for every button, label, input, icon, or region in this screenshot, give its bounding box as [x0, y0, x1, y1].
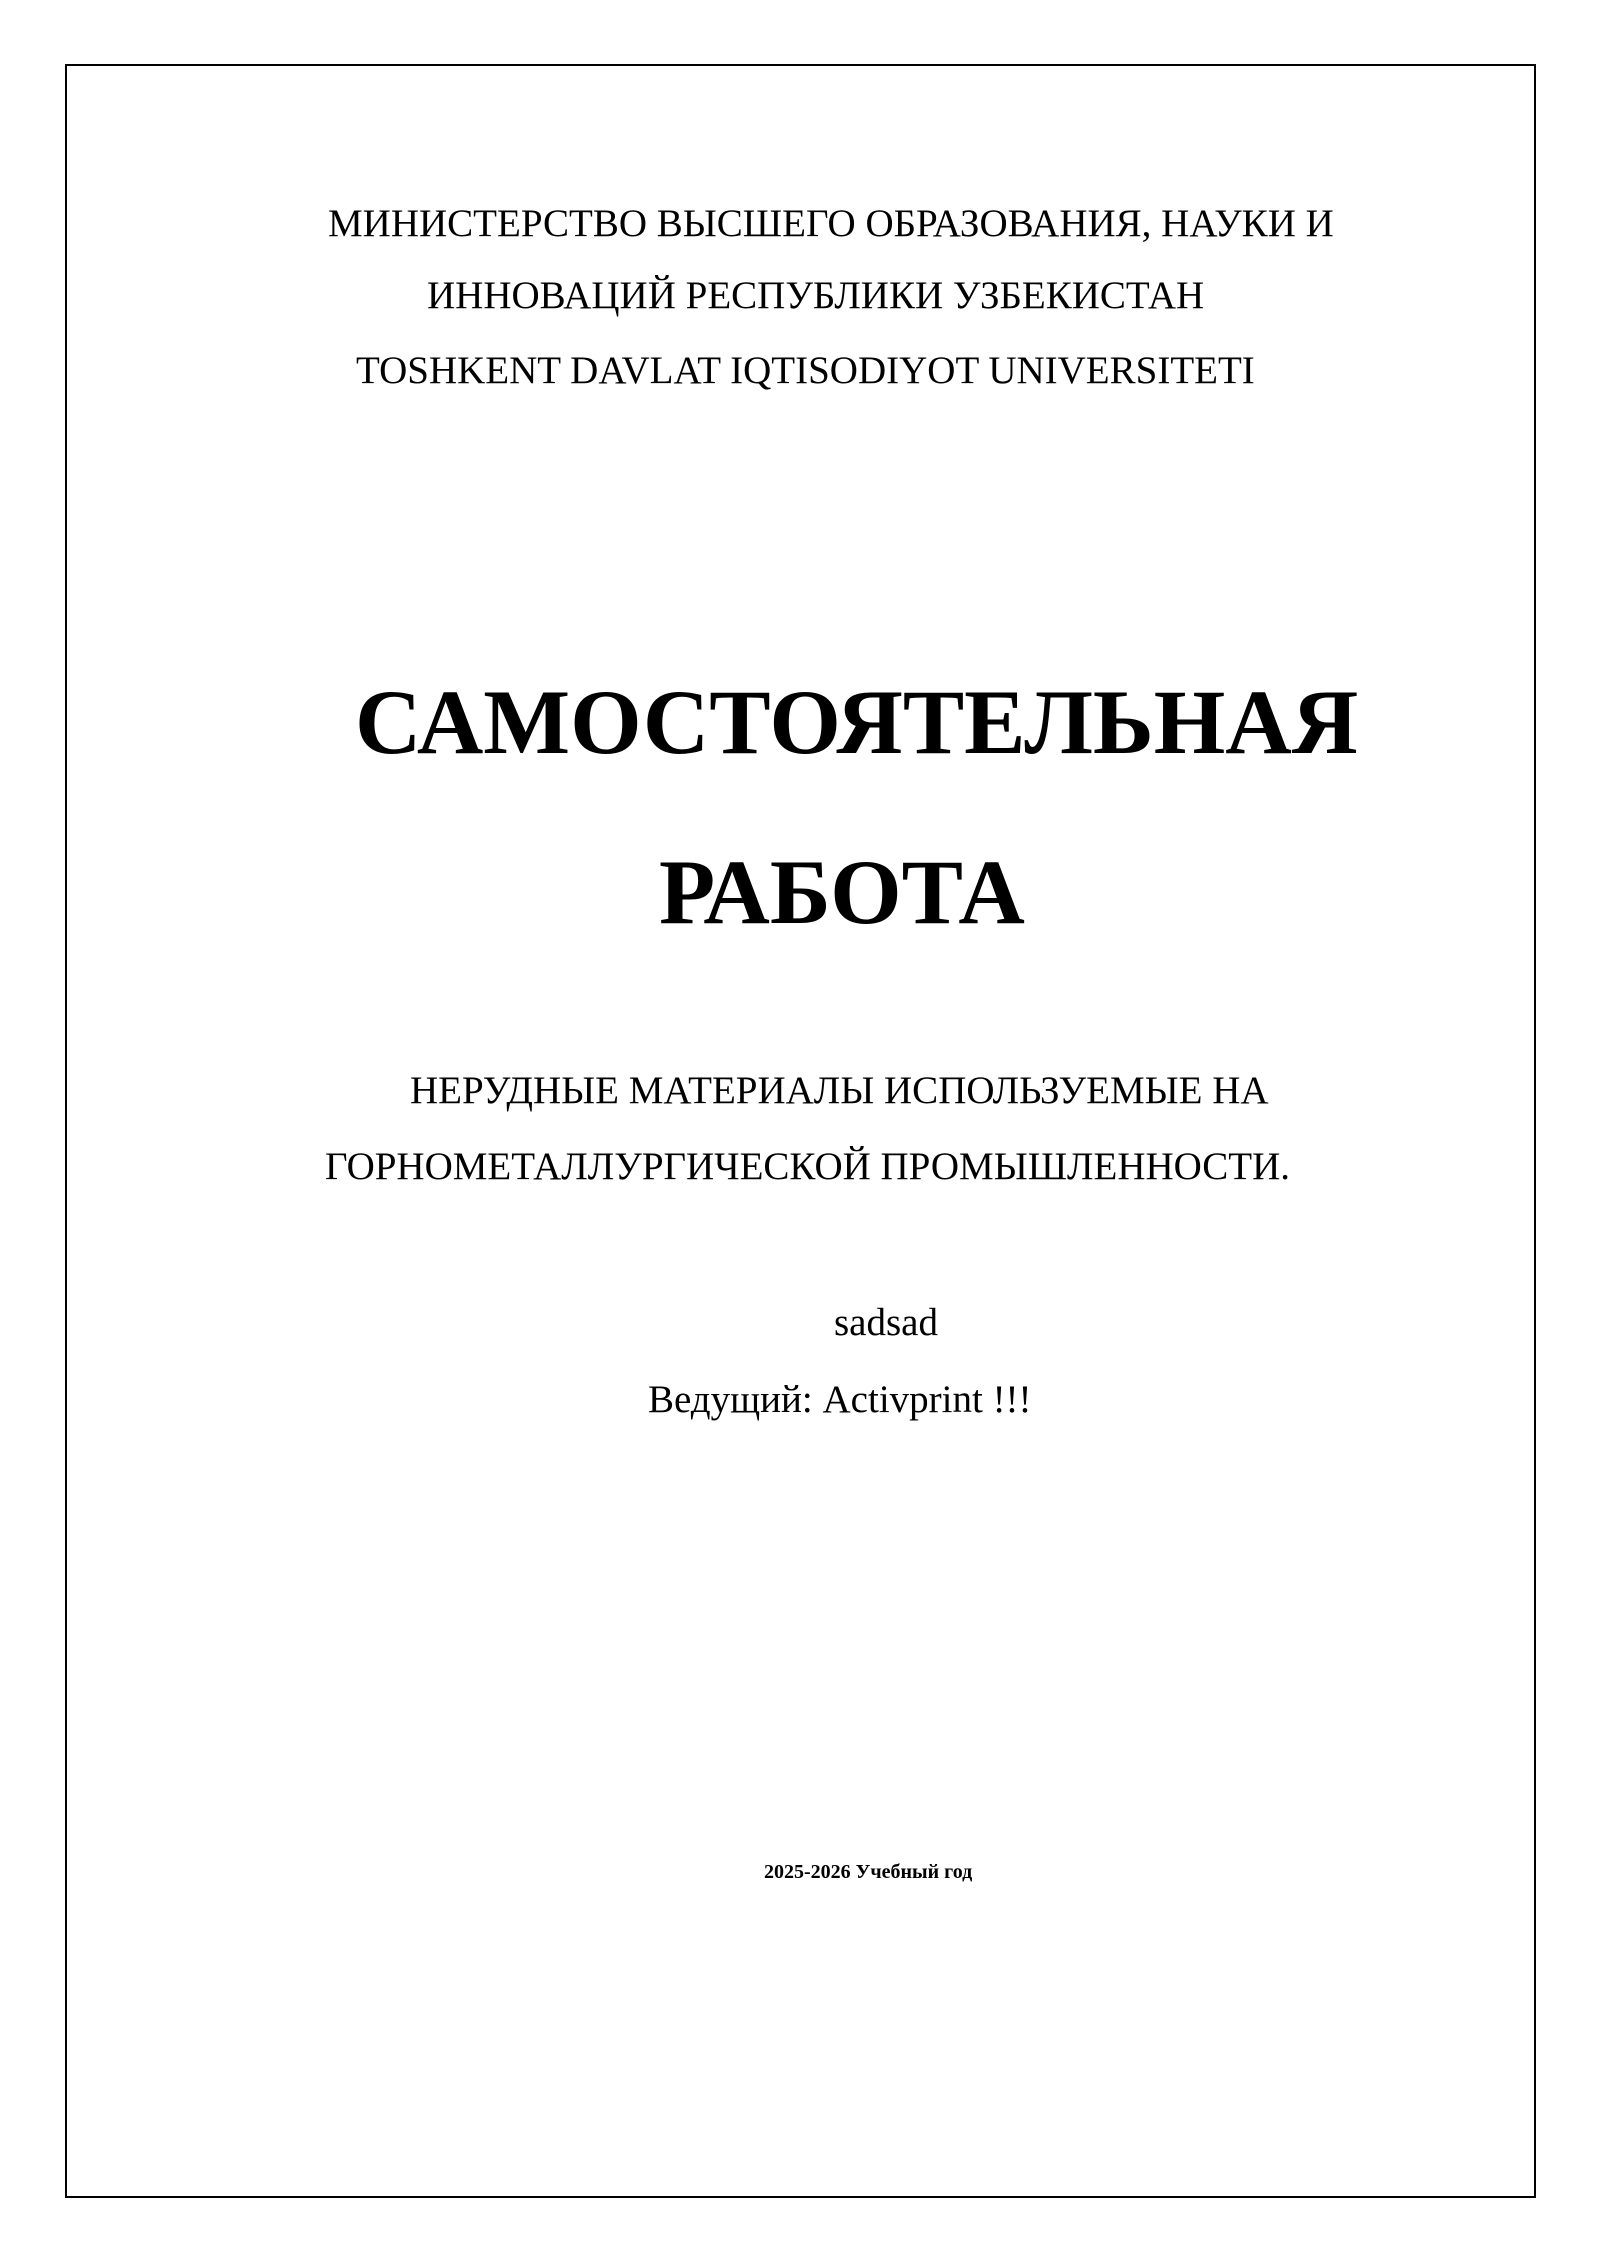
document-title-line-1: САМОСТОЯТЕЛЬНАЯ — [355, 671, 1359, 773]
supervisor-line: Ведущий: Activprint !!! — [648, 1378, 1032, 1421]
document-title-line-2: РАБОТА — [659, 841, 1025, 943]
academic-year: 2025-2026 Учебный год — [764, 1861, 973, 1883]
topic-line-2: ГОРНОМЕТАЛЛУРГИЧЕСКОЙ ПРОМЫШЛЕННОСТИ. — [325, 1145, 1291, 1188]
ministry-line-2: ИННОВАЦИЙ РЕСПУБЛИКИ УЗБЕКИСТАН — [427, 274, 1205, 317]
topic-line-1: НЕРУДНЫЕ МАТЕРИАЛЫ ИСПОЛЬЗУЕМЫЕ НА — [410, 1069, 1269, 1112]
author-name: sadsad — [834, 1301, 938, 1344]
university-name: TOSHKENT DAVLAT IQTISODIYOT UNIVERSITETI — [356, 349, 1255, 392]
ministry-line-1: МИНИСТЕРСТВО ВЫСШЕГО ОБРАЗОВАНИЯ, НАУКИ И — [328, 202, 1334, 245]
